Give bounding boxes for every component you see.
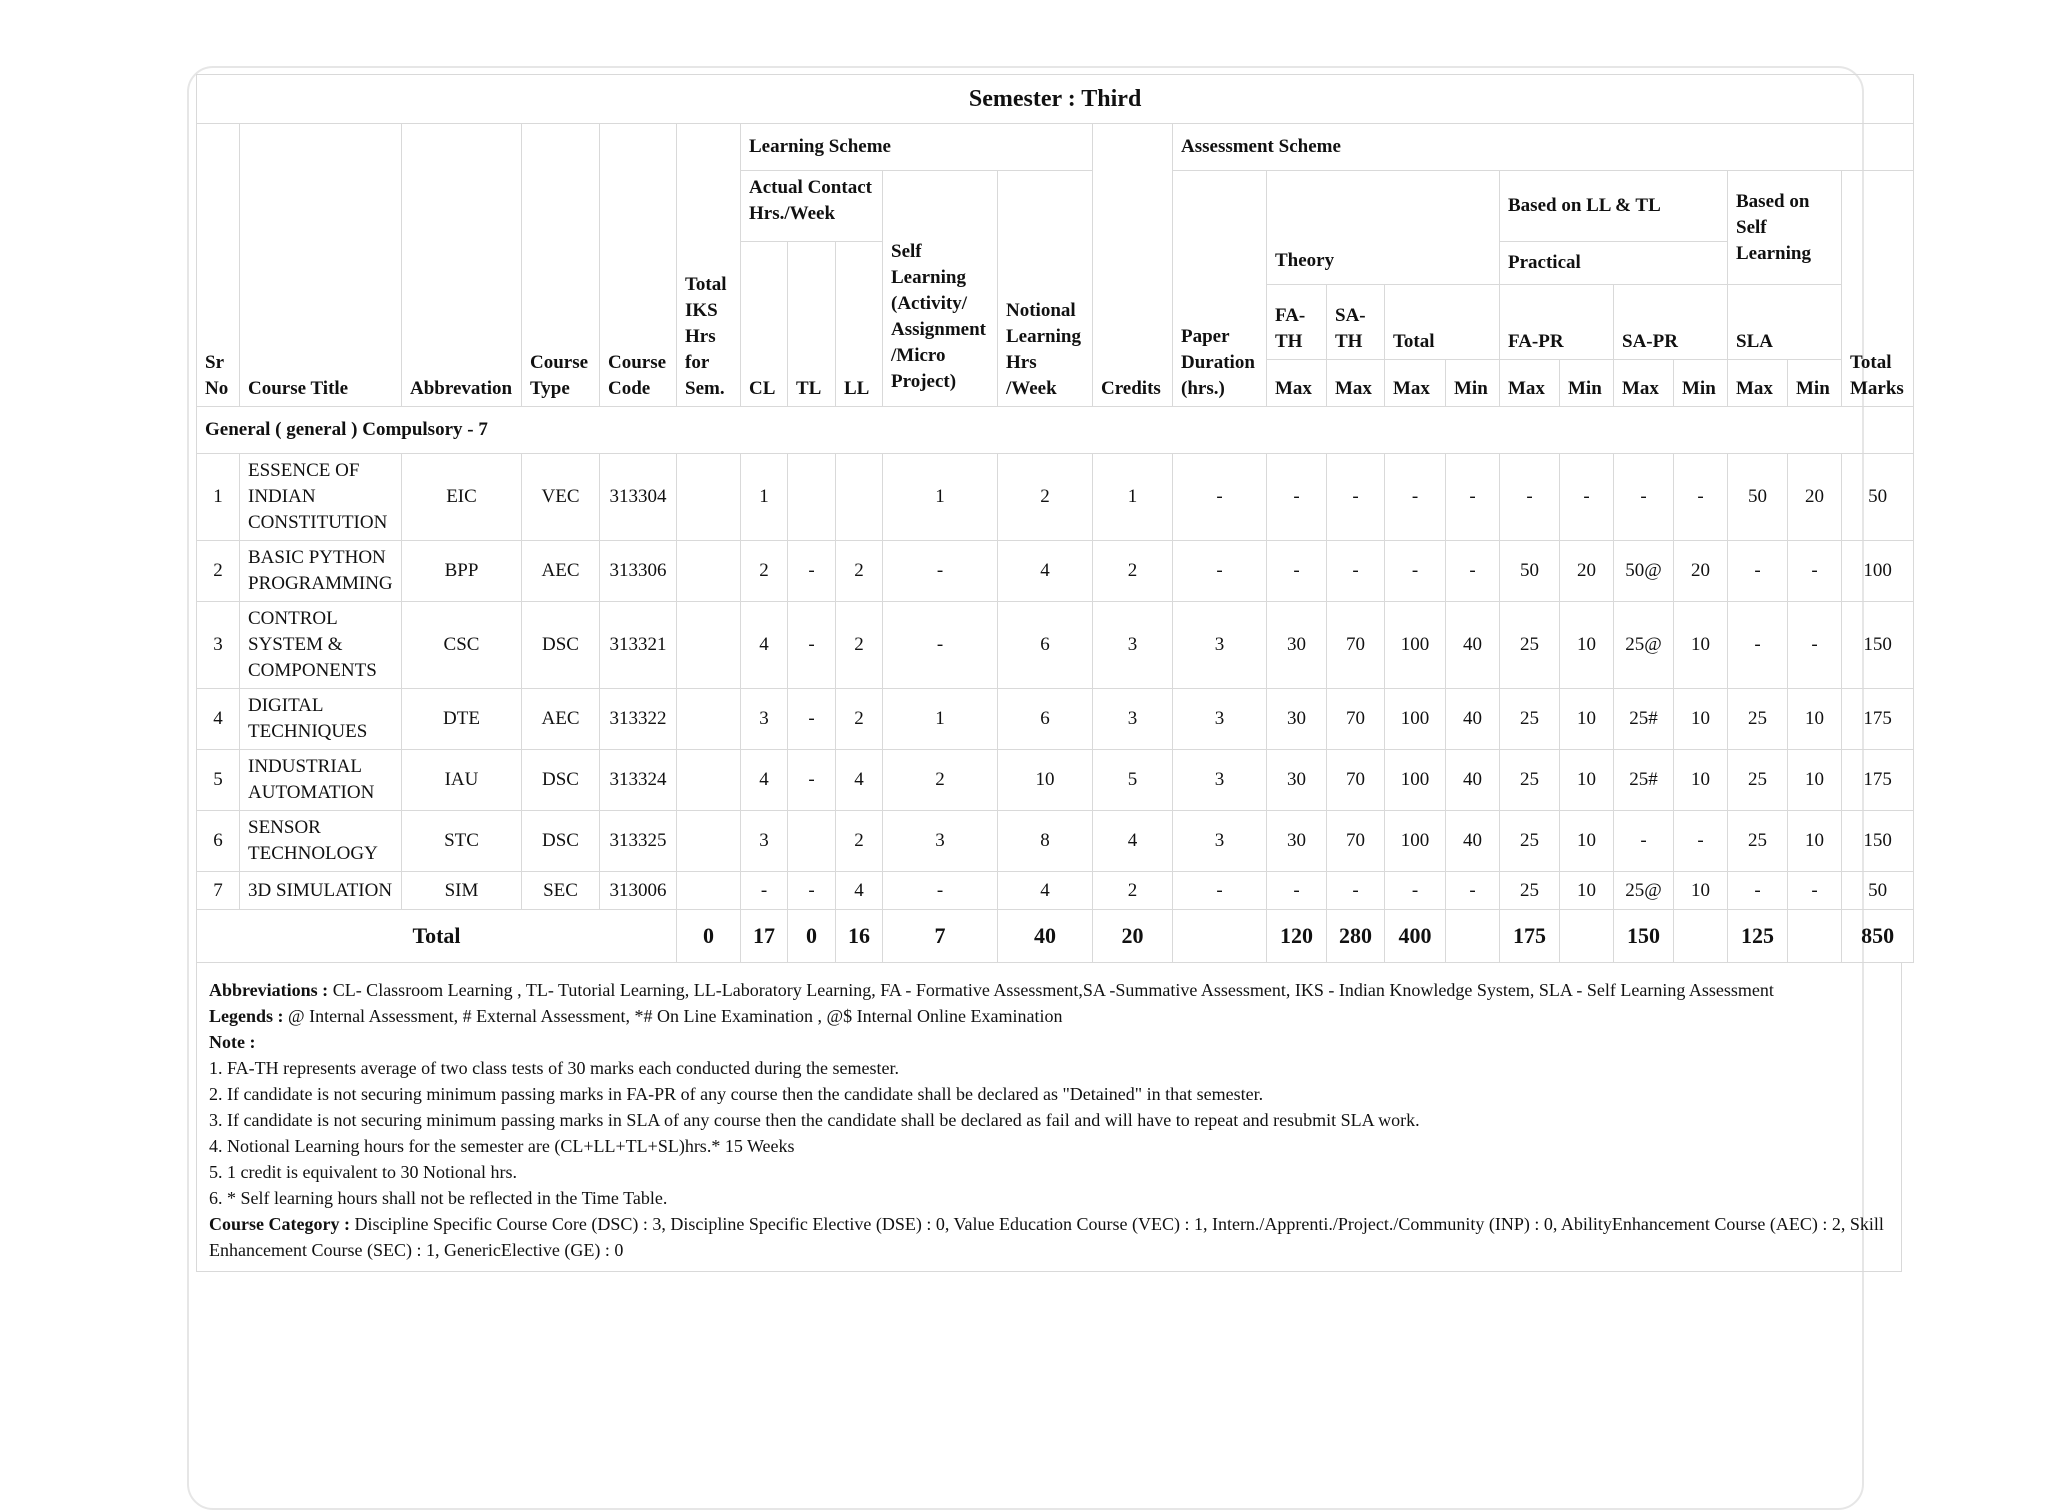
course-category-label: Course Category : [209, 1214, 350, 1234]
cell-fa-pr-min: 10 [1560, 750, 1614, 811]
cell-abbr: SIM [402, 872, 522, 910]
total-sa-th-max: 280 [1327, 910, 1385, 963]
category-row: General ( general ) Compulsory - 7 [197, 407, 1914, 454]
header-fa-th: FA-TH [1267, 285, 1327, 360]
cell-tl [788, 811, 836, 872]
cell-th-total-max: - [1385, 454, 1446, 541]
cell-iks [677, 811, 741, 872]
cell-sla-min: - [1788, 602, 1842, 689]
header-sa-th: SA-TH [1327, 285, 1385, 360]
cell-sl: - [883, 541, 998, 602]
cell-title: CONTROL SYSTEM & COMPONENTS [240, 602, 402, 689]
note-item: 5. 1 credit is equivalent to 30 Notional hrs. [209, 1162, 517, 1182]
header-min: Min [1446, 360, 1500, 407]
abbreviations-line [209, 977, 1889, 1003]
header-min: Min [1560, 360, 1614, 407]
header-max: Max [1385, 360, 1446, 407]
cell-sla-max: 25 [1728, 811, 1788, 872]
cell-credits: 2 [1093, 872, 1173, 910]
table-row [197, 689, 1914, 750]
cell-th-total-max: 100 [1385, 750, 1446, 811]
header-actual-contact: Actual Contact Hrs./Week [741, 171, 883, 242]
cell-sr: 3 [197, 602, 240, 689]
cell-total: 175 [1842, 750, 1914, 811]
cell-title: ESSENCE OF INDIAN CONSTITUTION [240, 454, 402, 541]
cell-sa-pr-min: - [1674, 811, 1728, 872]
cell-iks [677, 689, 741, 750]
cell-code: 313304 [600, 454, 677, 541]
cell-title: DIGITAL TECHNIQUES [240, 689, 402, 750]
cell-sr: 7 [197, 872, 240, 910]
cell-ll: 2 [836, 541, 883, 602]
cell-fa-pr-min: 10 [1560, 872, 1614, 910]
cell-sl: 3 [883, 811, 998, 872]
cell-sa-th-max: 70 [1327, 602, 1385, 689]
cell-sl: 2 [883, 750, 998, 811]
cell-total: 50 [1842, 454, 1914, 541]
total-sa-pr-max: 150 [1614, 910, 1674, 963]
header-total-iks: Total IKS Hrs for Sem. [677, 124, 741, 407]
cell-tl: - [788, 750, 836, 811]
cell-cl: 2 [741, 541, 788, 602]
cell-ll: 4 [836, 872, 883, 910]
cell-code: 313006 [600, 872, 677, 910]
cell-fa-th-max: 30 [1267, 811, 1327, 872]
cell-code: 313324 [600, 750, 677, 811]
cell-fa-th-max: 30 [1267, 602, 1327, 689]
cell-sla-max: 25 [1728, 689, 1788, 750]
cell-fa-pr-max: 50 [1500, 541, 1560, 602]
cell-type: DSC [522, 750, 600, 811]
note-item: 1. FA-TH represents average of two class tests of 30 marks each conducted during the semester. [209, 1058, 899, 1078]
header-paper-duration: Paper Duration (hrs.) [1173, 171, 1267, 407]
cell-type: SEC [522, 872, 600, 910]
cell-notional: 6 [998, 602, 1093, 689]
cell-th-total-max: - [1385, 541, 1446, 602]
header-practical: Practical [1500, 242, 1728, 285]
total-fa-pr-max: 175 [1500, 910, 1560, 963]
cell-cl: 4 [741, 602, 788, 689]
cell-total: 100 [1842, 541, 1914, 602]
cell-paper: 3 [1173, 750, 1267, 811]
cell-paper: 3 [1173, 602, 1267, 689]
cell-sa-pr-max: 50@ [1614, 541, 1674, 602]
cell-notional: 8 [998, 811, 1093, 872]
cell-fa-pr-max: 25 [1500, 811, 1560, 872]
cell-ll: 2 [836, 811, 883, 872]
cell-fa-pr-min: 20 [1560, 541, 1614, 602]
cell-fa-pr-max: - [1500, 454, 1560, 541]
abbreviations-label: Abbreviations : [209, 980, 329, 1000]
header-max: Max [1267, 360, 1327, 407]
note-item: 3. If candidate is not securing minimum passing marks in SLA of any course then the candidate shall be declared as fail and will have to repeat and resubmit SLA work. [209, 1110, 1420, 1130]
cell-paper: 3 [1173, 689, 1267, 750]
cell-credits: 1 [1093, 454, 1173, 541]
header-max: Max [1728, 360, 1788, 407]
header-cl: CL [741, 242, 788, 407]
cell-sa-pr-max: - [1614, 454, 1674, 541]
cell-sa-pr-max: 25# [1614, 689, 1674, 750]
cell-iks [677, 541, 741, 602]
note-item: 4. Notional Learning hours for the semester are (CL+LL+TL+SL)hrs.* 15 Weeks [209, 1136, 795, 1156]
header-min: Min [1788, 360, 1842, 407]
cell-fa-pr-max: 25 [1500, 689, 1560, 750]
cell-th-total-min: - [1446, 541, 1500, 602]
cell-tl: - [788, 541, 836, 602]
table-row [197, 811, 1914, 872]
cell-sa-pr-min: 10 [1674, 750, 1728, 811]
cell-th-total-min: - [1446, 872, 1500, 910]
cell-sa-pr-max: 25# [1614, 750, 1674, 811]
header-based-ll-tl: Based on LL & TL [1500, 171, 1728, 242]
cell-sa-pr-min: 10 [1674, 689, 1728, 750]
cell-abbr: CSC [402, 602, 522, 689]
total-label: Total [197, 910, 677, 963]
cell-sl: 1 [883, 454, 998, 541]
cell-fa-th-max: - [1267, 454, 1327, 541]
header-total-marks: Total Marks [1842, 171, 1914, 407]
cell-ll: 4 [836, 750, 883, 811]
header-course-code: Course Code [600, 124, 677, 407]
total-fa-th-max: 120 [1267, 910, 1327, 963]
cell-th-total-min: 40 [1446, 811, 1500, 872]
cell-cl: - [741, 872, 788, 910]
cell-sla-max: - [1728, 541, 1788, 602]
cell-code: 313321 [600, 602, 677, 689]
cell-fa-pr-max: 25 [1500, 872, 1560, 910]
table-row [197, 454, 1914, 541]
cell-sr: 1 [197, 454, 240, 541]
cell-credits: 3 [1093, 602, 1173, 689]
course-category-text: Discipline Specific Course Core (DSC) : 3, Discipline Specific Elective (DSE) : 0, Value Education Course (VEC) : 1, Intern./Apprenti./Project./Community (INP) : 0, AbilityEnhancement Course (AEC) : 2, Skill Enhancement Course (SEC) : 1, GenericElective (GE) : 0 [209, 1214, 1884, 1260]
cell-iks [677, 454, 741, 541]
cell-sa-pr-min: - [1674, 454, 1728, 541]
total-cl: 17 [741, 910, 788, 963]
cell-sla-max: 25 [1728, 750, 1788, 811]
total-th-total-max: 400 [1385, 910, 1446, 963]
semester-title: Semester : Third [197, 75, 1914, 124]
cell-paper: - [1173, 454, 1267, 541]
total-notional: 40 [998, 910, 1093, 963]
cell-fa-pr-min: 10 [1560, 602, 1614, 689]
cell-sla-max: 50 [1728, 454, 1788, 541]
cell-sla-max: - [1728, 602, 1788, 689]
cell-cl: 4 [741, 750, 788, 811]
header-max: Max [1500, 360, 1560, 407]
cell-title: SENSOR TECHNOLOGY [240, 811, 402, 872]
total-sa-pr-min [1674, 910, 1728, 963]
header-notional-hours: Notional Learning Hrs /Week [998, 171, 1093, 407]
header-sla: SLA [1728, 285, 1842, 360]
cell-ll: 2 [836, 689, 883, 750]
cell-sla-min: 10 [1788, 811, 1842, 872]
header-max: Max [1327, 360, 1385, 407]
note-heading [209, 1029, 1889, 1055]
total-ll: 16 [836, 910, 883, 963]
header-tl: TL [788, 242, 836, 407]
cell-type: VEC [522, 454, 600, 541]
header-max: Max [1614, 360, 1674, 407]
total-iks: 0 [677, 910, 741, 963]
total-row [197, 910, 1914, 963]
cell-sa-pr-min: 10 [1674, 872, 1728, 910]
cell-fa-pr-max: 25 [1500, 750, 1560, 811]
cell-code: 313325 [600, 811, 677, 872]
cell-sa-pr-min: 10 [1674, 602, 1728, 689]
cell-sa-th-max: - [1327, 541, 1385, 602]
cell-title: INDUSTRIAL AUTOMATION [240, 750, 402, 811]
header-sr-no: Sr No [197, 124, 240, 407]
cell-total: 50 [1842, 872, 1914, 910]
teaching-scheme-sheet [196, 74, 1902, 1272]
cell-cl: 3 [741, 689, 788, 750]
cell-type: AEC [522, 541, 600, 602]
cell-sa-th-max: - [1327, 872, 1385, 910]
total-sla-max: 125 [1728, 910, 1788, 963]
legends-text: @ Internal Assessment, # External Assessment, *# On Line Examination , @$ Internal Online Examination [283, 1006, 1063, 1026]
cell-cl: 3 [741, 811, 788, 872]
cell-sa-th-max: 70 [1327, 811, 1385, 872]
cell-th-total-min: 40 [1446, 602, 1500, 689]
cell-abbr: DTE [402, 689, 522, 750]
legends-label: Legends : [209, 1006, 284, 1026]
cell-code: 313322 [600, 689, 677, 750]
cell-iks [677, 750, 741, 811]
cell-fa-pr-max: 25 [1500, 602, 1560, 689]
cell-ll: 2 [836, 602, 883, 689]
cell-total: 175 [1842, 689, 1914, 750]
cell-type: AEC [522, 689, 600, 750]
cell-credits: 4 [1093, 811, 1173, 872]
cell-paper: - [1173, 541, 1267, 602]
header-theory: Theory [1267, 171, 1500, 285]
header-abbreviation: Abbrevation [402, 124, 522, 407]
header-fa-pr: FA-PR [1500, 285, 1614, 360]
cell-sa-th-max: - [1327, 454, 1385, 541]
header-ll: LL [836, 242, 883, 407]
table-row [197, 602, 1914, 689]
cell-tl [788, 454, 836, 541]
cell-abbr: STC [402, 811, 522, 872]
total-fa-pr-min [1560, 910, 1614, 963]
teaching-scheme-table [196, 74, 1914, 963]
cell-sla-min: - [1788, 541, 1842, 602]
cell-sr: 2 [197, 541, 240, 602]
cell-total: 150 [1842, 811, 1914, 872]
cell-fa-pr-min: - [1560, 454, 1614, 541]
cell-title: 3D SIMULATION [240, 872, 402, 910]
table-row [197, 750, 1914, 811]
cell-th-total-max: 100 [1385, 811, 1446, 872]
cell-sl: - [883, 602, 998, 689]
cell-th-total-min: - [1446, 454, 1500, 541]
cell-ll [836, 454, 883, 541]
note-item: 2. If candidate is not securing minimum passing marks in FA-PR of any course then the candidate shall be declared as "Detained" in that semester. [209, 1084, 1264, 1104]
cell-tl: - [788, 872, 836, 910]
cell-abbr: EIC [402, 454, 522, 541]
cell-sa-th-max: 70 [1327, 750, 1385, 811]
cell-sla-min: 20 [1788, 454, 1842, 541]
total-credits: 20 [1093, 910, 1173, 963]
cell-sl: 1 [883, 689, 998, 750]
cell-iks [677, 602, 741, 689]
cell-sa-pr-min: 20 [1674, 541, 1728, 602]
cell-type: DSC [522, 811, 600, 872]
cell-th-total-min: 40 [1446, 689, 1500, 750]
cell-tl: - [788, 602, 836, 689]
cell-fa-pr-min: 10 [1560, 811, 1614, 872]
cell-sr: 5 [197, 750, 240, 811]
table-row [197, 541, 1914, 602]
header-sa-pr: SA-PR [1614, 285, 1728, 360]
cell-fa-pr-min: 10 [1560, 689, 1614, 750]
legends-line [209, 1003, 1889, 1029]
total-paper [1173, 910, 1267, 963]
cell-sl: - [883, 872, 998, 910]
cell-cl: 1 [741, 454, 788, 541]
cell-th-total-max: 100 [1385, 689, 1446, 750]
cell-notional: 6 [998, 689, 1093, 750]
header-theory-total: Total [1385, 285, 1500, 360]
abbreviations-text: CL- Classroom Learning , TL- Tutorial Learning, LL-Laboratory Learning, FA - Formative Assessment,SA -Summative Assessment, IKS - Indian Knowledge System, SLA - Self Learning Assessment [328, 980, 1774, 1000]
cell-abbr: IAU [402, 750, 522, 811]
cell-notional: 4 [998, 872, 1093, 910]
cell-fa-th-max: - [1267, 872, 1327, 910]
cell-th-total-max: - [1385, 872, 1446, 910]
note-label: Note : [209, 1032, 256, 1052]
cell-sa-th-max: 70 [1327, 689, 1385, 750]
table-row [197, 872, 1914, 910]
cell-paper: - [1173, 872, 1267, 910]
cell-th-total-min: 40 [1446, 750, 1500, 811]
header-assessment-scheme: Assessment Scheme [1173, 124, 1914, 171]
course-category-line [209, 1211, 1889, 1263]
cell-credits: 5 [1093, 750, 1173, 811]
cell-sa-pr-max: 25@ [1614, 602, 1674, 689]
cell-abbr: BPP [402, 541, 522, 602]
cell-sa-pr-max: - [1614, 811, 1674, 872]
cell-sr: 6 [197, 811, 240, 872]
cell-credits: 3 [1093, 689, 1173, 750]
cell-notional: 4 [998, 541, 1093, 602]
header-learning-scheme: Learning Scheme [741, 124, 1093, 171]
cell-credits: 2 [1093, 541, 1173, 602]
cell-th-total-max: 100 [1385, 602, 1446, 689]
cell-sla-min: - [1788, 872, 1842, 910]
total-tl: 0 [788, 910, 836, 963]
header-min: Min [1674, 360, 1728, 407]
cell-notional: 2 [998, 454, 1093, 541]
cell-type: DSC [522, 602, 600, 689]
cell-sla-min: 10 [1788, 689, 1842, 750]
cell-title: BASIC PYTHON PROGRAMMING [240, 541, 402, 602]
cell-total: 150 [1842, 602, 1914, 689]
total-sl: 7 [883, 910, 998, 963]
note-item: 6. * Self learning hours shall not be reflected in the Time Table. [209, 1188, 668, 1208]
cell-notional: 10 [998, 750, 1093, 811]
cell-tl: - [788, 689, 836, 750]
cell-sr: 4 [197, 689, 240, 750]
cell-paper: 3 [1173, 811, 1267, 872]
cell-code: 313306 [600, 541, 677, 602]
cell-fa-th-max: 30 [1267, 689, 1327, 750]
header-course-title: Course Title [240, 124, 402, 407]
total-sla-min [1788, 910, 1842, 963]
total-th-total-min [1446, 910, 1500, 963]
header-based-self-learning: Based on Self Learning [1728, 171, 1842, 285]
cell-sla-min: 10 [1788, 750, 1842, 811]
header-self-learning: Self Learning (Activity/ Assignment /Micro Project) [883, 171, 998, 407]
cell-iks [677, 872, 741, 910]
cell-sla-max: - [1728, 872, 1788, 910]
header-course-type: Course Type [522, 124, 600, 407]
total-total: 850 [1842, 910, 1914, 963]
cell-sa-pr-max: 25@ [1614, 872, 1674, 910]
notes-section [196, 963, 1902, 1272]
cell-fa-th-max: - [1267, 541, 1327, 602]
cell-fa-th-max: 30 [1267, 750, 1327, 811]
header-credits: Credits [1093, 124, 1173, 407]
